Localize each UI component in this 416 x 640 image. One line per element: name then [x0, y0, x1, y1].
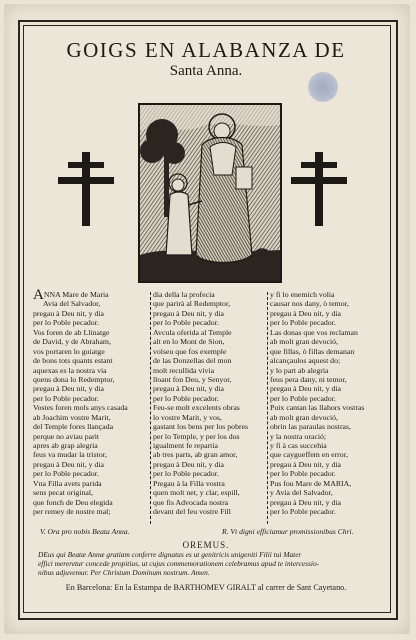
verse-line: pregau à Deu nit, y dia: [270, 308, 342, 318]
verse-line: y fi lo enemich volia: [270, 290, 335, 299]
verse-line: y Avia del Salvador,: [270, 488, 333, 498]
verse-line: de las Donzellas del mon: [153, 356, 232, 366]
verse-line: Vostes foren mols anys casada: [33, 403, 128, 413]
verse-line: que fillas, ò fillas demanan: [270, 346, 355, 356]
verse-line: quens dona lo Redemptor,: [33, 374, 115, 384]
verse-line: que parirà al Redemptor,: [153, 299, 231, 309]
verse-line: pregau à Deu nit, y dia: [33, 384, 105, 394]
verse-line: pregau à Deu nit, y dia: [270, 384, 342, 394]
verse-line: per lo Poble pecador.: [33, 318, 99, 328]
page-subtitle: Santa Anna.: [169, 63, 243, 79]
verse-line: Pus fou Mare de MARIA,: [270, 478, 352, 488]
verse-line: perque no aviau parit: [33, 431, 100, 441]
verse-line: feus va mudar la tristor,: [33, 450, 107, 460]
verse-line: Vna Filla avets parida: [33, 478, 102, 488]
verse-line: per lo Poble pecador.: [153, 318, 219, 328]
verse-line: per lo Poble pecador.: [33, 469, 99, 479]
verse-line: per lo Poble pecador.: [33, 393, 99, 403]
verse-line: pregau à Deu nit, y dia: [270, 459, 342, 469]
verse-line: per lo Poble pecador.: [270, 318, 336, 328]
verse-column-3: [270, 290, 385, 517]
prayer-text: [38, 550, 378, 577]
response: R. Vt digni efficiamur promissionibus Chri.: [222, 527, 354, 536]
verse-line: ab tres parts, ab gran amor,: [153, 450, 238, 460]
verse-line: que caygueffem en error,: [270, 450, 348, 460]
verse-line: alt en lo Mont de Sion,: [153, 337, 225, 347]
right-patriarchal-cross-icon: [289, 150, 349, 226]
verse-line: y fi à cas succehia: [270, 441, 327, 450]
verse-line: per lo Poble pecador.: [270, 393, 336, 403]
verse-line: y lo part ab alegria: [270, 365, 329, 375]
page-title: GOIGS EN ALABANZA DE: [66, 38, 346, 62]
verse-line: aquexas es la nostra via: [33, 365, 107, 375]
prayer-line: nibus adjuvemur. Per Christum Dominum nostrum. Amen.: [38, 568, 210, 577]
verse-line: dia della la profecia: [153, 290, 215, 299]
verse-line: per remey de nostre mal;: [33, 507, 111, 517]
prayer-line: effici mereretur concede propitius, ut cujus commemorationem celebramus apud te intercessio-: [38, 559, 320, 568]
column-divider: [150, 292, 151, 524]
drop-cap: A: [33, 287, 44, 303]
verse-line: causar nos dany, ò temor,: [270, 299, 349, 309]
verse-line: volseu que fos exemple: [153, 346, 227, 356]
verse-line: igualment fe repartia: [153, 441, 218, 450]
verse-line: pregau à Deu nit, y dia: [33, 308, 105, 318]
verse-line: ab molt gran devoció,: [270, 337, 338, 347]
verse-line: Avcula oferida al Temple: [153, 327, 232, 337]
verse-line: feus pera dany, ni temor,: [270, 374, 347, 384]
verse-column-1: [33, 287, 148, 517]
verse-line: del Temple fores llançada: [33, 422, 114, 432]
verse-line: apres ab grap alegria: [33, 441, 98, 450]
verse-line: alcançaulos aquest do;: [270, 356, 341, 366]
oremus-heading: OREMUS.: [182, 540, 230, 550]
verse-line: per lo Temple, y per los dos: [153, 431, 240, 441]
verse-line: de bons tots quants estant: [33, 356, 113, 366]
verse-line: que fis Advocada nostra: [153, 497, 229, 507]
verse-line: Pregau à la Filla vostra: [153, 478, 225, 488]
printer-imprint: En Barcelona: En la Estampa de BARTHOMEV GIRALT al carrer de Sant Cayetano.: [65, 583, 347, 592]
verse-line: molt recullida vivia: [153, 365, 215, 375]
verse-line: quen molt net, y clar, espill,: [153, 488, 240, 498]
verse-line: Vos foren de ab Llinatge: [33, 327, 110, 337]
library-stamp: [308, 72, 338, 102]
verse-line: per lo Poble pecador.: [270, 507, 336, 517]
left-patriarchal-cross-icon: [56, 150, 116, 226]
verse-line: que fonch de Deu elegida: [33, 497, 113, 507]
versicle: V. Ora pro nobis Beata Anna.: [40, 527, 130, 536]
verse-line: Las donas que vos reclaman: [270, 327, 358, 337]
column-divider: [267, 292, 268, 524]
verse-line: gastant los bens per los pobres: [153, 422, 249, 432]
verse-line: per lo Poble pecador.: [270, 469, 336, 479]
woodcut-saint-anne-and-mary: [138, 103, 282, 283]
verse-line: ab Joachim vostre Marit,: [33, 412, 111, 422]
verse-line: per lo Poble pecador.: [153, 469, 219, 479]
verse-line: obrin las paraulas nostras,: [270, 422, 351, 432]
verse-line: Feu-se molt excelents obras: [153, 403, 240, 413]
verse-line: per lo Poble pecador.: [153, 393, 219, 403]
verse-line: Puix cantan las llahors vostras: [270, 403, 365, 413]
verse-column-2: [153, 290, 266, 517]
verse-line: pregau à Deu nit, y dia: [153, 459, 225, 469]
verse-line: vos portaren lo guiatge: [33, 346, 105, 356]
verse-line: lloant fon Deu, y Senyor,: [153, 374, 232, 384]
verse-line: pregau à Deu nit, y dia: [153, 384, 225, 394]
verse-line: devant del feu vostre Fill: [153, 507, 231, 517]
verse-line: lo vostre Marit, y vos,: [153, 412, 222, 422]
verse-line: ab molt gran devoció,: [270, 412, 338, 422]
verse-line: pregau à Deu nit, y dia: [33, 459, 105, 469]
verse-line: Avia del Salvador,: [43, 299, 101, 309]
verse-line: pregau à Deu nit, y dia: [270, 497, 342, 507]
verse-line: pregau à Deu nit, y dia: [153, 308, 225, 318]
verse-line: de David, y de Abraham,: [33, 337, 111, 347]
verse-line: ANNA Mare de Maria: [33, 287, 109, 303]
prayer-line: DEus qui Beatæ Annæ gratiam conferre dignatus es ut genitricis unigeniti Filii tui Mater: [38, 550, 302, 559]
verse-line: y la nostra oració;: [270, 431, 327, 441]
verse-line: sens pecat original,: [33, 488, 93, 498]
